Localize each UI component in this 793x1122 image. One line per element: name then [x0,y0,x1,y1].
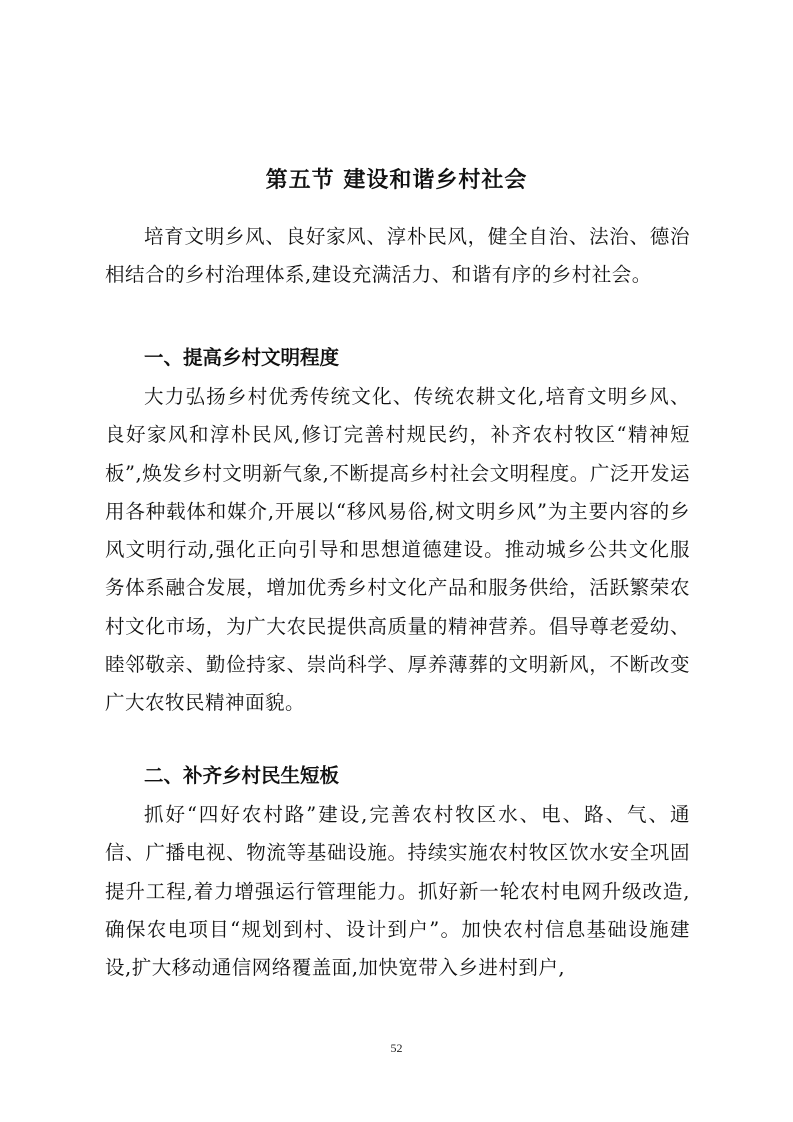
intro-paragraph: 培育文明乡风、良好家风、淳朴民风，健全自治、法治、德治相结合的乡村治理体系,建设充满活力、和谐有序的乡村社会。 [105,225,690,287]
subsection-heading-culture: 一、提高乡村文明程度 [144,346,340,369]
page-number: 52 [390,1041,403,1055]
subsection-paragraph-livelihood: 抓好“四好农村路”建设,完善农村牧区水、电、路、气、通信、广播电视、物流等基础设施。持续实施农村牧区饮水安全巩固提升工程,着力增强运行管理能力。抓好新一轮农村电网升级改造,确保农电项目“规划到村、设计到户”。加快农村信息基础设施建设,扩大移动通信网络覆盖面,加快宽带入乡进村到户, [105,803,690,980]
subsection-heading-livelihood: 二、补齐乡村民生短板 [144,764,340,787]
subsection-paragraph-culture: 大力弘扬乡村优秀传统文化、传统农耕文化,培育文明乡风、良好家风和淳朴民风,修订完善村规民约，补齐农村牧区“精神短板”,焕发乡村文明新气象,不断提高乡村社会文明程度。广泛开发运用各种载体和媒介,开展以“移风易俗,树文明乡风”为主要内容的乡风文明行动,强化正向引导和思想道德建设。推动城乡公共文化服务体系融合发展，增加优秀乡村文化产品和服务供给，活跃繁荣农村文化市场，为广大农民提供高质量的精神营养。倡导尊老爱幼、睦邻敬亲、勤俭持家、崇尚科学、厚养薄葬的文明新风，不断改变广大农牧民精神面貌。 [105,385,690,715]
section-title: 第五节 建设和谐乡村社会 [265,167,528,193]
